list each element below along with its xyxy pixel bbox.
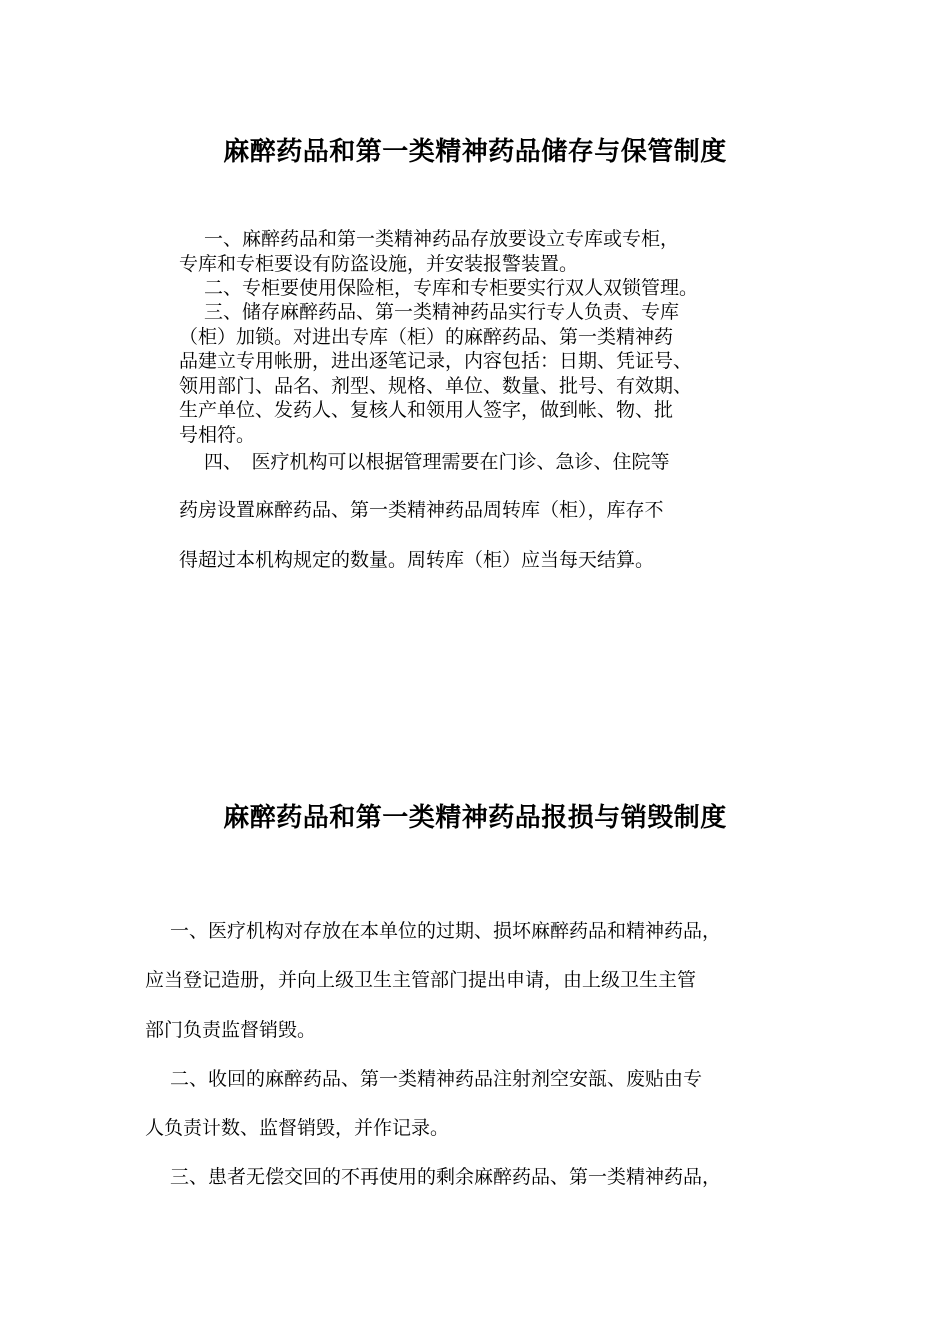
section2-line: 部门负责监督销毁。 — [145, 1019, 317, 1041]
section1-line: 号相符。 — [179, 424, 256, 446]
section1-line: （柜）加锁。对进出专库（柜）的麻醉药品、第一类精神药 — [179, 326, 674, 348]
section2-line: 应当登记造册，并向上级卫生主管部门提出申请，由上级卫生主管 — [145, 969, 697, 991]
section1-line: 得超过本机构规定的数量。周转库（柜）应当每天结算。 — [179, 549, 655, 571]
section1-line: 药房设置麻醉药品、第一类精神药品周转库（柜），库存不 — [179, 499, 664, 521]
section2-title: 麻醉药品和第一类精神药品报损与销毁制度 — [223, 803, 727, 833]
section1-title: 麻醉药品和第一类精神药品储存与保管制度 — [223, 137, 727, 167]
section1-line: 三、储存麻醉药品、第一类精神药品实行专人负责、专库 — [179, 301, 680, 323]
section1-line: 品建立专用帐册，进出逐笔记录，内容包括：日期、凭证号、 — [179, 350, 693, 372]
section2-line: 三、患者无偿交回的不再使用的剩余麻醉药品、第一类精神药品， — [145, 1166, 722, 1188]
section2-line: 一、医疗机构对存放在本单位的过期、损坏麻醉药品和精神药品， — [145, 920, 722, 942]
section1-line: 专库和专柜要设有防盗设施，并安装报警装置。 — [179, 253, 579, 275]
section2-line: 人负责计数、监督销毁，并作记录。 — [145, 1117, 450, 1139]
section1-line: 二、专柜要使用保险柜，专库和专柜要实行双人双锁管理。 — [179, 277, 699, 299]
section2-line: 二、收回的麻醉药品、第一类精神药品注射剂空安瓿、废贴由专 — [145, 1068, 703, 1090]
section1-line: 生产单位、发药人、复核人和领用人签字，做到帐、物、批 — [179, 399, 674, 421]
section1-line: 四、 医疗机构可以根据管理需要在门诊、急诊、住院等 — [179, 451, 670, 473]
section1-line: 一、麻醉药品和第一类精神药品存放要设立专库或专柜， — [179, 228, 680, 250]
section1-line: 领用部门、品名、剂型、规格、单位、数量、批号、有效期、 — [179, 375, 693, 397]
